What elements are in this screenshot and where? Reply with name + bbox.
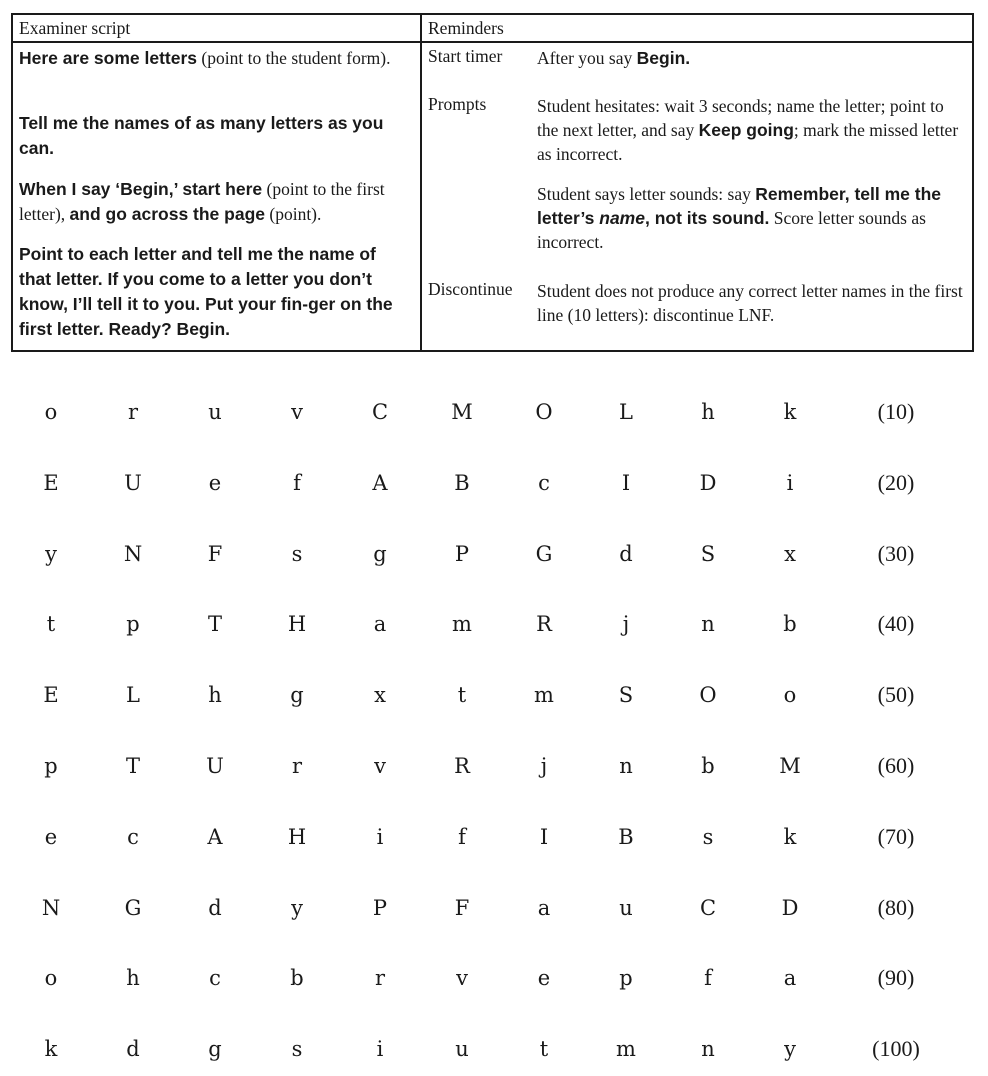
grid-letter: N: [41, 896, 61, 920]
grid-letter: v: [291, 400, 303, 424]
grid-letter: c: [538, 471, 550, 495]
grid-letter: p: [44, 754, 58, 778]
grid-letter: m: [534, 683, 554, 707]
grid-letter: s: [702, 825, 714, 849]
row-count-label: (10): [877, 399, 915, 424]
grid-letter: r: [374, 966, 386, 990]
grid-letter: e: [208, 471, 222, 495]
grid-letter: r: [291, 754, 303, 778]
grid-letter: p: [126, 612, 140, 636]
grid-letter: v: [374, 754, 386, 778]
grid-letter: o: [783, 683, 797, 707]
grid-letter: t: [539, 1037, 549, 1061]
row-count-label: (80): [877, 895, 915, 920]
grid-letter: U: [206, 754, 224, 778]
grid-letter: a: [373, 612, 387, 636]
grid-letter: S: [700, 542, 716, 566]
script-paragraph-2: Tell me the names of as many letters as you can.: [19, 113, 384, 158]
grid-letter: m: [616, 1037, 636, 1061]
header-reminders: Reminders: [428, 18, 504, 38]
grid-letter: P: [372, 896, 388, 920]
grid-letter: i: [376, 1037, 384, 1061]
grid-letter: B: [618, 825, 634, 849]
grid-letter: a: [537, 896, 551, 920]
grid-letter: k: [783, 400, 797, 424]
grid-letter: H: [287, 825, 307, 849]
grid-letter: a: [783, 966, 797, 990]
grid-letter: U: [124, 471, 142, 495]
grid-letter: G: [535, 542, 553, 566]
grid-letter: k: [44, 1037, 58, 1061]
grid-letter: x: [374, 683, 386, 707]
instruction-table: [11, 13, 974, 352]
grid-letter: R: [454, 754, 470, 778]
grid-letter: f: [704, 966, 712, 990]
grid-letter: f: [293, 471, 301, 495]
reminder-text-start-timer: After you say Begin.: [537, 48, 691, 68]
grid-letter: e: [44, 825, 58, 849]
grid-letter: g: [373, 542, 387, 566]
grid-letter: L: [126, 683, 140, 707]
grid-letter: i: [376, 825, 384, 849]
grid-letter: k: [783, 825, 797, 849]
grid-letter: F: [454, 896, 470, 920]
script-paragraph-1: Here are some letters (point to the student form).: [19, 48, 391, 68]
grid-letter: t: [46, 612, 56, 636]
grid-letter: C: [371, 400, 389, 424]
row-count-label: (90): [877, 965, 915, 990]
grid-letter: h: [126, 966, 140, 990]
row-count-label: (70): [877, 824, 915, 849]
grid-letter: R: [536, 612, 552, 636]
grid-letter: d: [619, 542, 633, 566]
grid-letter: y: [291, 896, 303, 920]
row-count-label: (100): [872, 1036, 920, 1061]
grid-letter: u: [455, 1037, 469, 1061]
grid-letter: m: [452, 612, 472, 636]
grid-letter: E: [43, 683, 59, 707]
grid-letter: b: [783, 612, 797, 636]
grid-letter: s: [291, 1037, 303, 1061]
grid-letter: b: [701, 754, 715, 778]
reminder-text-discontinue: Student does not produce any correct letter names in the first line (10 letters): discontinue LNF.: [537, 281, 963, 325]
grid-letter: T: [125, 754, 141, 778]
grid-letter: M: [451, 400, 473, 424]
grid-letter: d: [126, 1037, 140, 1061]
grid-letter: u: [619, 896, 633, 920]
grid-letter: n: [619, 754, 633, 778]
row-count-label: (30): [877, 541, 915, 566]
grid-letter: y: [45, 542, 57, 566]
grid-letter: L: [619, 400, 633, 424]
row-count-label: (20): [877, 470, 915, 495]
script-paragraph-3: When I say ‘Begin,’ start here (point to the first letter), and go across the page (point).: [19, 179, 385, 224]
header-divider: [13, 41, 972, 43]
column-divider: [420, 15, 422, 350]
grid-letter: t: [457, 683, 467, 707]
grid-letter: g: [208, 1037, 222, 1061]
reminder-text-prompts-sounds: Student says letter sounds: say Remember, tell me the letter’s name, not its sound. Score letter sounds as incorrect.: [537, 184, 942, 252]
grid-letter: S: [618, 683, 634, 707]
grid-letter: s: [291, 542, 303, 566]
grid-letter: x: [784, 542, 796, 566]
grid-letter: g: [290, 683, 304, 707]
grid-letter: e: [537, 966, 551, 990]
grid-letter: O: [699, 683, 717, 707]
grid-letter: j: [540, 754, 548, 778]
grid-letter: N: [123, 542, 143, 566]
grid-letter: A: [372, 471, 388, 495]
grid-letter: E: [43, 471, 59, 495]
grid-letter: n: [701, 1037, 715, 1061]
grid-letter: j: [622, 612, 630, 636]
row-count-label: (40): [877, 611, 915, 636]
grid-letter: P: [454, 542, 470, 566]
grid-letter: c: [127, 825, 139, 849]
grid-letter: F: [207, 542, 223, 566]
grid-letter: O: [535, 400, 553, 424]
grid-letter: r: [127, 400, 139, 424]
reminder-label-start-timer: Start timer: [428, 46, 503, 66]
grid-letter: B: [454, 471, 470, 495]
reminder-text-prompts-hesitates: Student hesitates: wait 3 seconds; name the letter; point to the next letter, and say Keep going; mark the missed letter as incorrect.: [537, 96, 959, 164]
script-paragraph-4: Point to each letter and tell me the name of that letter. If you come to a letter you don’t know, I’ll tell it to you. Put your fin-ger on the first letter. Ready? Begin.: [19, 244, 393, 339]
grid-letter: o: [44, 966, 58, 990]
grid-letter: C: [699, 896, 717, 920]
grid-letter: H: [287, 612, 307, 636]
reminder-label-discontinue: Discontinue: [428, 279, 513, 299]
header-examiner-script: Examiner script: [19, 18, 131, 38]
grid-letter: d: [208, 896, 222, 920]
grid-letter: u: [208, 400, 222, 424]
grid-letter: b: [290, 966, 304, 990]
row-count-label: (60): [877, 753, 915, 778]
grid-letter: p: [619, 966, 633, 990]
grid-letter: o: [44, 400, 58, 424]
grid-letter: D: [781, 896, 799, 920]
grid-letter: A: [207, 825, 223, 849]
grid-letter: I: [621, 471, 631, 495]
grid-letter: c: [209, 966, 221, 990]
grid-letter: h: [208, 683, 222, 707]
grid-letter: i: [786, 471, 794, 495]
reminder-label-prompts: Prompts: [428, 94, 487, 114]
grid-letter: h: [701, 400, 715, 424]
grid-letter: I: [539, 825, 549, 849]
grid-letter: T: [207, 612, 223, 636]
grid-letter: M: [779, 754, 801, 778]
grid-letter: v: [456, 966, 468, 990]
grid-letter: D: [699, 471, 717, 495]
grid-letter: f: [458, 825, 466, 849]
grid-letter: y: [784, 1037, 796, 1061]
row-count-label: (50): [877, 682, 915, 707]
grid-letter: n: [701, 612, 715, 636]
grid-letter: G: [124, 896, 142, 920]
